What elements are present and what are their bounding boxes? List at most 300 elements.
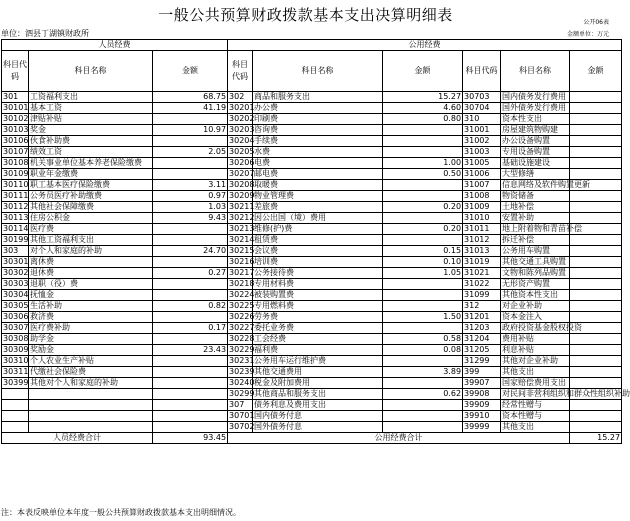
cell-code: 30239 — [229, 367, 255, 376]
cell-amount — [383, 180, 463, 191]
cell-code: 39907 — [463, 378, 501, 389]
cell-code: 30217 — [229, 268, 255, 277]
cell-name: 国家赔偿费用支出 — [501, 378, 570, 389]
cell-code: 30209 — [229, 191, 255, 200]
cell-code: 30108 — [3, 158, 29, 167]
cell-amount — [570, 257, 622, 268]
cell-amount — [153, 257, 228, 268]
cell-name: 咨询费 — [253, 125, 383, 136]
cell-amount — [153, 400, 228, 411]
cell-name: 工资福利支出 — [29, 92, 153, 103]
cell-amount: 0.27 — [153, 268, 228, 279]
cell-amount: 9.43 — [153, 213, 228, 224]
cell-name: 安置补助 — [501, 213, 570, 224]
cell-code: 30310 — [3, 356, 29, 365]
cell-code: 30211 — [229, 202, 255, 211]
cell-code — [2, 422, 29, 433]
cell-code: 30201 — [229, 103, 255, 112]
table-row — [2, 136, 622, 147]
cell-code: 30199 — [3, 235, 29, 244]
cell-amount — [570, 411, 622, 422]
unit-label: 单位：泗县丁湖镇财政所 — [1, 29, 89, 38]
cell-code: 31011 — [463, 224, 501, 235]
cell-amount: 0.20 — [383, 202, 463, 213]
cell-amount — [383, 147, 463, 158]
cell-amount — [383, 400, 463, 411]
cell-amount: 0.80 — [383, 114, 463, 125]
money-unit: 金额单位：万元 — [566, 31, 609, 38]
cell-amount — [153, 411, 228, 422]
cell-amount: 0.58 — [383, 334, 463, 345]
cell-amount: 0.62 — [383, 389, 463, 400]
cell-amount — [570, 147, 622, 158]
cell-name: 奖金 — [29, 125, 153, 136]
group-header-personnel: 人员经费 — [2, 40, 228, 51]
cell-name: 公务员医疗补助缴费 — [29, 191, 153, 202]
cell-amount: 41.19 — [153, 103, 228, 114]
cell-amount — [570, 268, 622, 279]
cell-name: 资本性赠与 — [501, 411, 570, 422]
cell-name: 工会经费 — [253, 334, 383, 345]
cell-code: 30205 — [229, 147, 255, 156]
cell-code: 30214 — [229, 235, 255, 244]
cell-amount — [383, 125, 463, 136]
cell-amount — [383, 136, 463, 147]
cell-name: 培训费 — [253, 257, 383, 268]
cell-code: 31009 — [463, 202, 501, 213]
cell-code: 39908 — [463, 389, 501, 400]
cell-name: 文物和陈列品购置 — [501, 268, 570, 279]
cell-name: 资本性支出 — [501, 114, 570, 125]
cell-name: 政府投资基金股权投资 — [502, 323, 583, 332]
cell-amount — [153, 136, 228, 147]
column-header-code: 科目代码 — [2, 51, 29, 92]
cell-amount — [153, 279, 228, 290]
table-row — [2, 191, 622, 202]
cell-code: 30102 — [3, 114, 29, 123]
cell-name: 费用补贴 — [501, 334, 570, 345]
cell-name: 税金及附加费用 — [253, 378, 383, 389]
column-header-code: 科目代码 — [463, 51, 501, 92]
cell-amount — [570, 114, 622, 125]
cell-amount: 0.10 — [383, 257, 463, 268]
cell-amount — [383, 378, 463, 389]
cell-amount: 0.20 — [383, 224, 463, 235]
cell-code: 30303 — [3, 279, 29, 288]
cell-name: 商品和服务支出 — [253, 92, 383, 103]
cell-code: 30112 — [3, 202, 29, 211]
cell-name: 资本金注入 — [501, 312, 570, 323]
cell-amount: 1.03 — [153, 202, 228, 213]
cell-amount — [383, 235, 463, 246]
cell-code: 30304 — [3, 290, 29, 299]
cell-name: 个人农业生产补贴 — [29, 356, 153, 367]
table-row — [2, 202, 622, 213]
cell-amount — [153, 312, 228, 323]
cell-code: 30311 — [3, 367, 29, 376]
cell-amount — [570, 345, 622, 356]
cell-amount — [153, 169, 228, 180]
cell-code: 30114 — [3, 224, 29, 233]
cell-code: 39999 — [463, 422, 501, 433]
cell-name: 电费 — [253, 158, 383, 169]
table-row — [2, 323, 622, 334]
cell-code: 31021 — [463, 268, 501, 279]
column-header-name: 科目名称 — [253, 51, 383, 92]
table-row — [2, 301, 622, 312]
cell-name: 印刷费 — [253, 114, 383, 125]
cell-code: 31205 — [463, 345, 501, 356]
cell-code: 30229 — [229, 345, 255, 354]
table-row — [2, 334, 622, 345]
table-row — [2, 312, 622, 323]
cell-name: 其他支出 — [501, 367, 570, 378]
cell-name: 公务接待费 — [253, 268, 383, 279]
cell-name: 办公费 — [253, 103, 383, 114]
cell-amount: 10.97 — [153, 125, 228, 136]
cell-code — [2, 411, 29, 422]
cell-code: 30240 — [229, 378, 255, 387]
cell-amount — [570, 400, 622, 411]
cell-name: 物业管理费 — [253, 191, 383, 202]
cell-name: 拆迁补偿 — [501, 235, 570, 246]
personnel-total-label: 人员经费合计 — [2, 433, 153, 444]
cell-amount: 0.50 — [383, 169, 463, 180]
cell-code: 30308 — [3, 334, 29, 343]
cell-code: 30703 — [463, 92, 501, 103]
cell-amount — [570, 312, 622, 323]
cell-name: 土地补偿 — [501, 202, 570, 213]
cell-name: 办公设备购置 — [501, 136, 570, 147]
table-row — [2, 345, 622, 356]
cell-code: 30225 — [229, 301, 255, 310]
cell-code: 30111 — [3, 191, 29, 200]
cell-amount — [383, 213, 463, 224]
footnote: 注：本表反映单位本年度一般公共预算财政拨款基本支出明细情况。 — [1, 508, 241, 517]
cell-code — [2, 400, 29, 411]
cell-code: 30702 — [229, 422, 255, 431]
cell-code: 307 — [228, 400, 253, 411]
cell-name: 绩效工资 — [29, 147, 153, 158]
cell-amount: 15.27 — [383, 92, 463, 103]
table-row — [2, 246, 622, 257]
cell-amount — [570, 125, 622, 136]
cell-code: 31099 — [463, 290, 501, 301]
cell-name: 抚恤金 — [29, 290, 153, 301]
column-header-amount: 金额 — [153, 51, 228, 92]
cell-name: 国内债务发行费用 — [501, 92, 570, 103]
cell-name: 其他支出 — [501, 422, 570, 433]
cell-name: 生活补助 — [29, 301, 153, 312]
cell-amount — [153, 235, 228, 246]
cell-name: 机关事业单位基本养老保险缴费 — [29, 158, 153, 169]
cell-code: 302 — [228, 92, 253, 103]
cell-code: 30299 — [229, 389, 255, 398]
cell-code: 31002 — [463, 136, 501, 147]
report-title: 一般公共预算财政拨款基本支出决算明细表 — [158, 6, 453, 24]
table-row — [2, 180, 622, 191]
table-row — [2, 213, 622, 224]
personnel-total-value: 93.45 — [153, 433, 228, 444]
cell-code: 30206 — [229, 158, 255, 167]
cell-name: 租赁费 — [253, 235, 383, 246]
table-row — [2, 279, 622, 290]
cell-name — [29, 411, 153, 422]
cell-name: 物资储备 — [501, 191, 570, 202]
cell-name: 国外债务付息 — [253, 422, 383, 433]
public-total-label: 公用经费合计 — [228, 433, 570, 444]
cell-name: 基础设施建设 — [501, 158, 570, 169]
table-row — [2, 268, 622, 279]
cell-name: 取暖费 — [253, 180, 383, 191]
cell-code: 30107 — [3, 147, 29, 156]
cell-name: 医疗费 — [29, 224, 153, 235]
cell-code: 30228 — [229, 334, 255, 343]
table-row — [2, 411, 622, 422]
cell-code: 30106 — [3, 136, 29, 145]
cell-amount — [383, 279, 463, 290]
cell-amount: 0.82 — [153, 301, 228, 312]
cell-code: 30309 — [3, 345, 29, 354]
cell-code: 30218 — [229, 279, 255, 288]
cell-name: 退休费 — [29, 268, 153, 279]
cell-code: 399 — [463, 367, 501, 378]
cell-amount: 2.05 — [153, 147, 228, 158]
cell-code: 310 — [463, 114, 501, 125]
cell-code: 30204 — [229, 136, 255, 145]
cell-amount — [383, 411, 463, 422]
cell-name: 公务用车购置 — [501, 246, 570, 257]
table-row — [2, 114, 622, 125]
cell-name: 其他资本性支出 — [501, 290, 570, 301]
cell-name: 其他工资福利支出 — [29, 235, 153, 246]
cell-code: 30113 — [3, 213, 29, 222]
cell-amount — [153, 378, 228, 389]
cell-code: 31201 — [463, 312, 501, 323]
cell-amount: 1.50 — [383, 312, 463, 323]
cell-amount — [570, 422, 622, 433]
cell-name: 救济费 — [29, 312, 153, 323]
table-row — [2, 389, 622, 400]
cell-name: 国外债务发行费用 — [501, 103, 570, 114]
cell-code: 30305 — [3, 301, 29, 310]
cell-name — [29, 422, 153, 433]
cell-name: 对个人和家庭的补助 — [29, 246, 153, 257]
cell-name: 其他对企业补助 — [501, 356, 570, 367]
cell-amount — [570, 356, 622, 367]
cell-name: 房屋建筑物购建 — [501, 125, 570, 136]
cell-amount — [383, 191, 463, 202]
cell-name: 其他交通工具购置 — [501, 257, 570, 268]
cell-code — [2, 389, 29, 400]
table-row — [2, 290, 622, 301]
column-header-code: 科目代码 — [228, 51, 253, 92]
cell-name: 地上附着物和青苗补偿 — [502, 224, 583, 233]
cell-name: 经常性赠与 — [501, 400, 570, 411]
cell-name: 其他对个人和家庭的补助 — [29, 378, 153, 389]
table-row — [2, 158, 622, 169]
cell-name: 劳务费 — [253, 312, 383, 323]
cell-name: 其他交通费用 — [253, 367, 383, 378]
cell-code: 30302 — [3, 268, 29, 277]
cell-name: 被装购置费 — [253, 290, 383, 301]
cell-code: 30224 — [229, 290, 255, 299]
cell-amount — [153, 290, 228, 301]
cell-amount — [383, 422, 463, 433]
cell-amount — [570, 334, 622, 345]
cell-amount — [570, 367, 622, 378]
cell-name: 无形资产购置 — [501, 279, 570, 290]
cell-name: 离休费 — [29, 257, 153, 268]
cell-amount — [570, 301, 622, 312]
cell-name: 国内债务付息 — [253, 411, 383, 422]
cell-amount — [153, 356, 228, 367]
cell-name: 基本工资 — [29, 103, 153, 114]
form-code: 公开06表 — [583, 19, 609, 26]
table-row — [2, 92, 622, 103]
table-body — [2, 92, 630, 433]
column-header-name: 科目名称 — [501, 51, 570, 92]
cell-code: 31003 — [463, 147, 501, 158]
cell-amount — [570, 158, 622, 169]
cell-code: 31001 — [463, 125, 501, 136]
cell-name: 专用材料费 — [253, 279, 383, 290]
cell-name: 住房公积金 — [29, 213, 153, 224]
cell-name: 其他社会保障缴费 — [29, 202, 153, 213]
cell-amount — [570, 246, 622, 257]
cell-code: 31203 — [463, 323, 501, 334]
table-row — [2, 169, 622, 180]
cell-code: 30216 — [229, 257, 255, 266]
cell-amount: 68.75 — [153, 92, 228, 103]
cell-code: 30103 — [3, 125, 29, 134]
cell-amount: 3.11 — [153, 180, 228, 191]
cell-name: 水费 — [253, 147, 383, 158]
cell-name — [29, 389, 153, 400]
cell-amount: 0.97 — [153, 191, 228, 202]
table-row — [2, 422, 622, 433]
cell-name: 委托业务费 — [253, 323, 383, 334]
cell-code: 31013 — [463, 246, 501, 257]
cell-name: 邮电费 — [253, 169, 383, 180]
cell-amount: 1.05 — [383, 268, 463, 279]
cell-code: 31022 — [463, 279, 501, 290]
cell-name: 医疗费补助 — [29, 323, 153, 334]
cell-amount — [570, 103, 622, 114]
cell-name: 信息网络及软件购置更新 — [502, 180, 591, 189]
cell-code: 31019 — [463, 257, 501, 268]
cell-amount — [570, 235, 622, 246]
cell-code: 31012 — [463, 235, 501, 246]
cell-name: 公务用车运行维护费 — [253, 356, 383, 367]
cell-code: 30215 — [229, 246, 255, 255]
cell-code: 30231 — [229, 356, 255, 365]
cell-amount — [383, 323, 463, 334]
cell-name: 其他商品和服务支出 — [253, 389, 383, 400]
cell-code: 30212 — [229, 213, 255, 222]
cell-amount — [153, 158, 228, 169]
cell-amount: 0.15 — [383, 246, 463, 257]
cell-code: 30301 — [3, 257, 29, 266]
cell-amount: 0.17 — [153, 323, 228, 334]
cell-amount — [570, 279, 622, 290]
table-row — [2, 224, 622, 235]
cell-code: 31010 — [463, 213, 501, 224]
cell-amount — [570, 92, 622, 103]
cell-amount — [570, 378, 622, 389]
cell-code: 39910 — [463, 411, 501, 422]
cell-code: 30207 — [229, 169, 255, 178]
cell-code: 301 — [2, 92, 29, 103]
column-header-name: 科目名称 — [29, 51, 153, 92]
cell-amount: 23.43 — [153, 345, 228, 356]
cell-name: 会议费 — [253, 246, 383, 257]
cell-amount — [570, 136, 622, 147]
cell-name: 津贴补贴 — [29, 114, 153, 125]
cell-code: 30227 — [229, 323, 255, 332]
cell-code: 30306 — [3, 312, 29, 321]
cell-amount: 24.70 — [153, 246, 228, 257]
cell-name: 大型修缮 — [501, 169, 570, 180]
cell-code: 30399 — [3, 378, 29, 387]
expenditure-table — [1, 39, 630, 444]
cell-name: 退职（役）费 — [29, 279, 153, 290]
cell-code: 312 — [463, 301, 501, 312]
table-row — [2, 125, 622, 136]
cell-name: 因公出国（境）费用 — [253, 213, 383, 224]
cell-name: 利息补贴 — [501, 345, 570, 356]
cell-name: 代缴社会保险费 — [29, 367, 153, 378]
cell-amount — [153, 224, 228, 235]
cell-amount — [383, 356, 463, 367]
cell-name: 奖励金 — [29, 345, 153, 356]
cell-code: 30213 — [229, 224, 255, 233]
cell-code: 30226 — [229, 312, 255, 321]
cell-code: 30701 — [229, 411, 255, 420]
cell-code: 30110 — [3, 180, 29, 189]
group-header-public: 公用经费 — [228, 40, 622, 51]
public-total-value: 15.27 — [570, 433, 622, 444]
table-row — [2, 147, 622, 158]
cell-code: 30101 — [3, 103, 29, 112]
cell-amount — [383, 301, 463, 312]
table-row — [2, 103, 622, 114]
cell-amount: 3.89 — [383, 367, 463, 378]
cell-amount: 4.60 — [383, 103, 463, 114]
cell-code: 30704 — [463, 103, 501, 114]
cell-amount: 1.00 — [383, 158, 463, 169]
cell-amount — [570, 202, 622, 213]
cell-name: 福利费 — [253, 345, 383, 356]
table-row — [2, 356, 622, 367]
cell-amount — [153, 334, 228, 345]
cell-code: 31005 — [463, 158, 501, 169]
cell-amount — [153, 367, 228, 378]
cell-amount — [153, 422, 228, 433]
table-row — [2, 378, 622, 389]
column-header-amount: 金额 — [383, 51, 463, 92]
cell-name: 差旅费 — [253, 202, 383, 213]
cell-code: 30202 — [229, 114, 255, 123]
cell-name: 专用燃料费 — [253, 301, 383, 312]
cell-amount — [153, 389, 228, 400]
cell-amount — [570, 290, 622, 301]
cell-name: 债务利息及费用支出 — [253, 400, 383, 411]
cell-amount — [570, 191, 622, 202]
column-header-amount: 金额 — [570, 51, 622, 92]
cell-code: 303 — [2, 246, 29, 257]
cell-code: 30307 — [3, 323, 29, 332]
